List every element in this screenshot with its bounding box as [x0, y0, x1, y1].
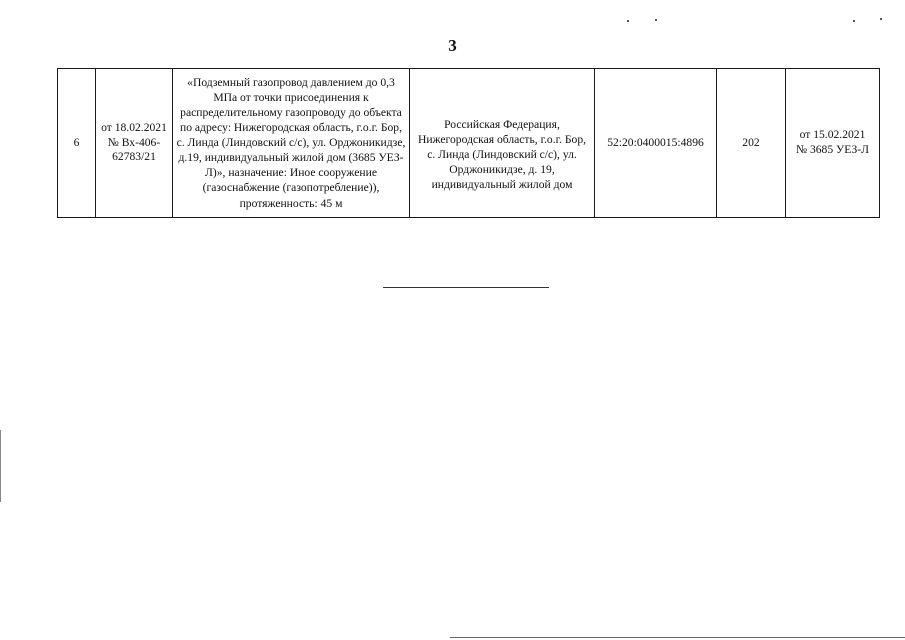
row-index-cell: [58, 69, 96, 218]
scan-artifact: [450, 637, 905, 638]
scan-artifact: [0, 430, 1, 502]
cadastral-number: 52:20:0400015:4896: [607, 136, 704, 150]
registry-table: [57, 68, 880, 218]
scan-artifact: [880, 18, 882, 20]
count-value: 202: [742, 136, 760, 150]
count-cell: [717, 69, 786, 218]
row-index: 6: [73, 136, 80, 150]
registration-cell: [96, 69, 173, 218]
scan-artifact: [627, 20, 629, 22]
cadastral-number-cell: [595, 69, 717, 218]
object-description: «Подземный газопровод давлением до 0,3 МПа от точки присоединения к распределительному газопроводу до объекта по адресу: Нижегородская область, г.о.г. Бор, с. Линда (Линдовский с/с), ул. Орджоникидзе, д.19, индивидуальный жилой дом (3685 УЕЗ-Л)», назначение: Иное сооружение (газоснабжение (газопотребление)), протяженность: 45 м: [176, 76, 406, 210]
registration-number: № Вх-406-62783/21: [107, 135, 161, 164]
object-address: Российская Федерация, Нижегородская область, г.о.г. Бор, с. Линда (Линдовский с/с), ул. Орджоникидзе, д. 19, индивидуальный жилой дом: [417, 118, 587, 192]
decision-number: № 3685 УЕЗ-Л: [795, 142, 869, 156]
scan-artifact: [853, 20, 855, 22]
table-row: [58, 69, 880, 218]
closing-divider: [383, 287, 549, 288]
scan-artifact: [655, 19, 657, 21]
decision-cell: [786, 69, 880, 218]
object-address-cell: [410, 69, 595, 218]
object-description-cell: [173, 69, 410, 218]
decision-date: от 15.02.2021: [799, 128, 866, 142]
registration-date: от 18.02.2021: [101, 121, 167, 135]
page-number: 3: [448, 36, 457, 55]
